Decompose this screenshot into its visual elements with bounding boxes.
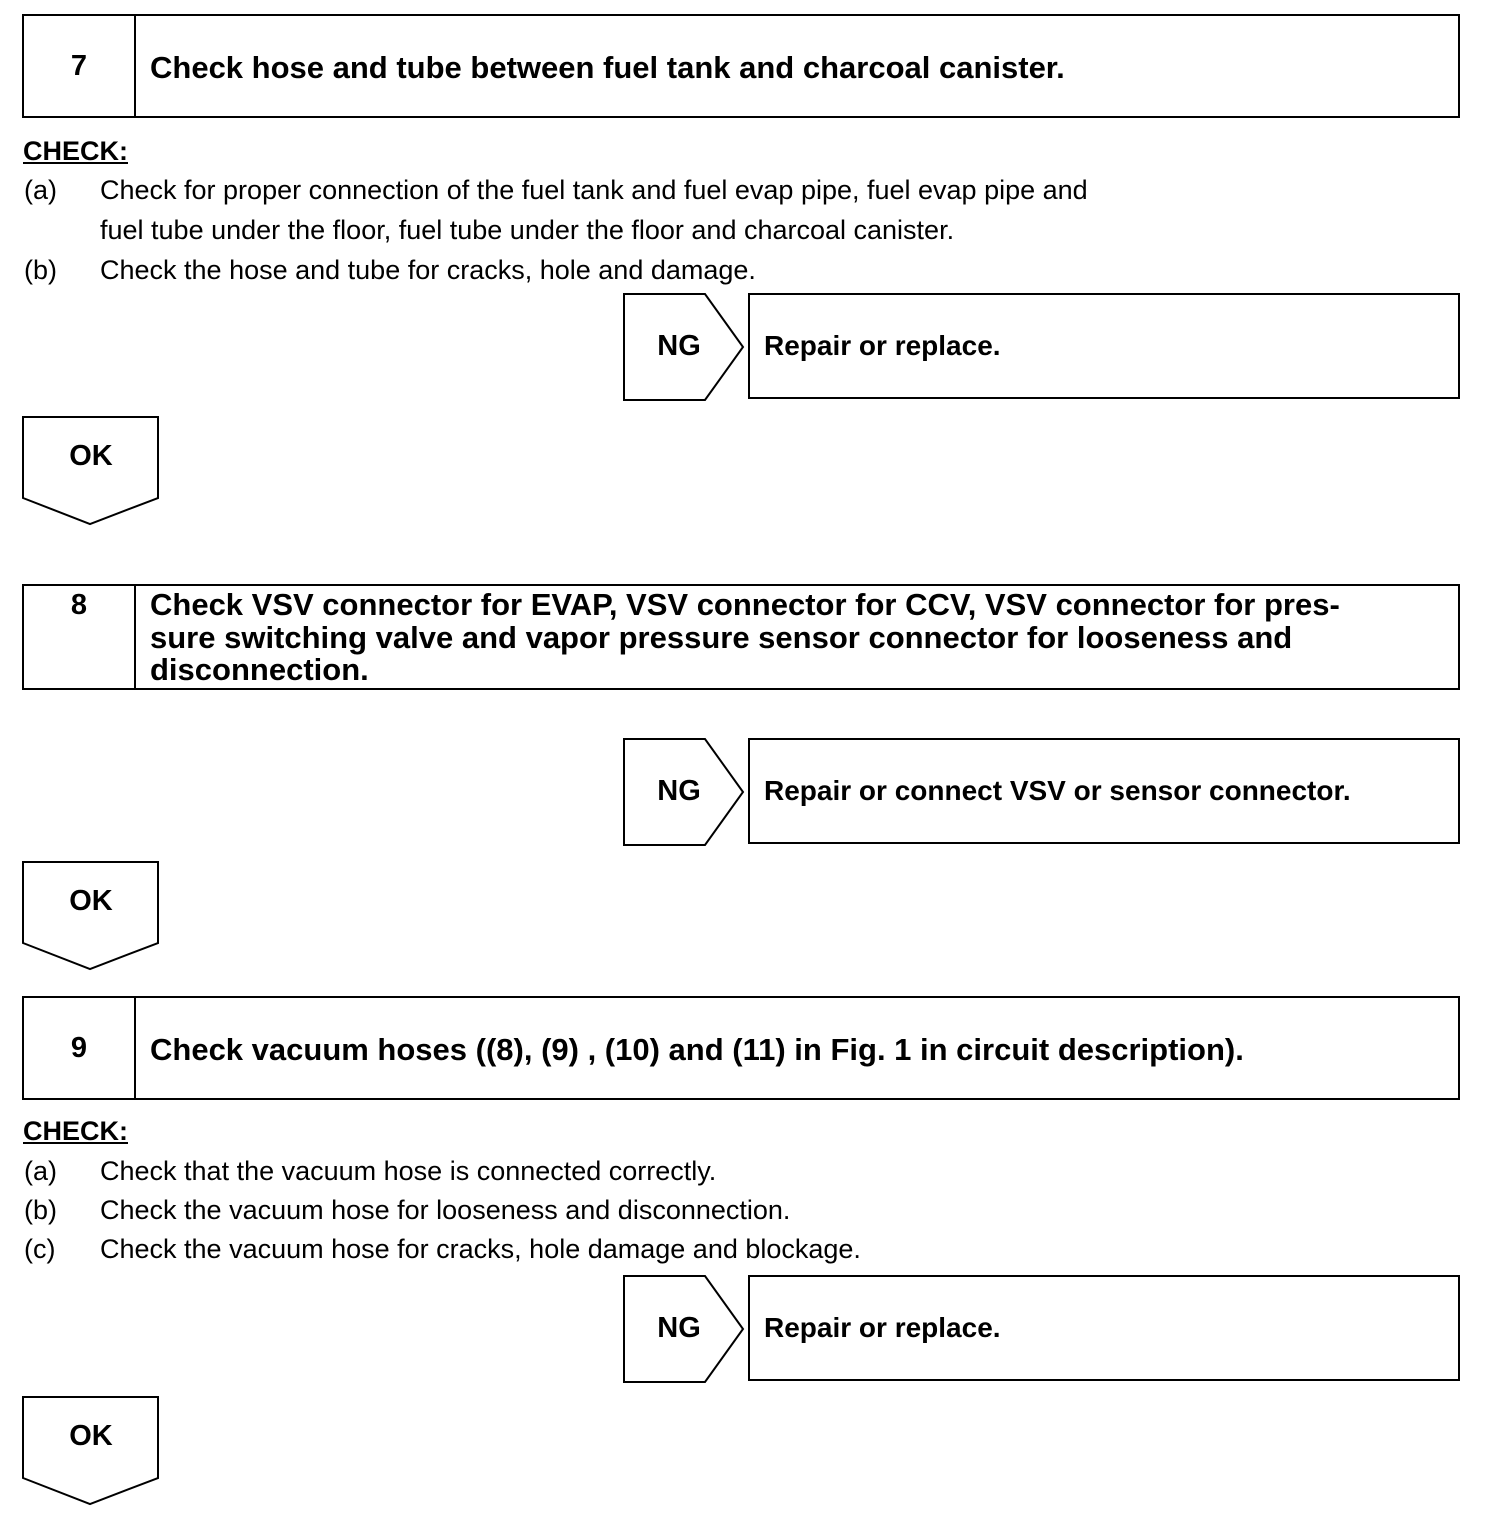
- check-item-text: Check the vacuum hose for looseness and disconnection.: [100, 1195, 791, 1225]
- step-title-line-3: disconnection.: [150, 652, 369, 687]
- ng-action-text: Repair or connect VSV or sensor connector.: [764, 775, 1351, 806]
- check-heading: CHECK:: [23, 1116, 128, 1146]
- check-item-label: (b): [24, 255, 57, 285]
- check-item-label: (b): [24, 1195, 57, 1225]
- step-7-header: [22, 14, 1460, 118]
- ng-label: NG: [657, 775, 701, 807]
- ng-action-text: Repair or replace.: [764, 330, 1001, 361]
- ok-label: OK: [69, 440, 113, 472]
- step-number: 7: [24, 16, 136, 116]
- ng-action-text: Repair or replace.: [764, 1312, 1001, 1343]
- check-item-text: Check the vacuum hose for cracks, hole damage and blockage.: [100, 1234, 861, 1264]
- check-item-label: (a): [24, 1156, 57, 1186]
- step-number: 8: [24, 586, 136, 688]
- check-item-c: [24, 1230, 1324, 1270]
- check-item-b: [24, 251, 1324, 291]
- check-item-text-line-2: fuel tube under the floor, fuel tube under the floor and charcoal canister.: [100, 215, 955, 245]
- ng-action-box: [748, 1275, 1460, 1381]
- step-title-line-2: sure switching valve and vapor pressure sensor connector for looseness and: [150, 620, 1293, 655]
- ng-action-box: [748, 738, 1460, 844]
- ok-label: OK: [69, 1420, 113, 1452]
- ng-action-box: [748, 293, 1460, 399]
- step-8-header: [22, 584, 1460, 690]
- check-item-a: [24, 1152, 1324, 1192]
- check-item-label: (a): [24, 175, 57, 205]
- step-title-line-1: Check VSV connector for EVAP, VSV connector for CCV, VSV connector for pres-: [150, 587, 1340, 622]
- check-item-a: [24, 171, 1324, 251]
- ng-label: NG: [657, 330, 701, 362]
- step-title: Check vacuum hoses ((8), (9) , (10) and (11) in Fig. 1 in circuit description).: [150, 1032, 1244, 1067]
- check-item-text: Check that the vacuum hose is connected correctly.: [100, 1156, 717, 1186]
- step-9-header: [22, 996, 1460, 1100]
- ng-label: NG: [657, 1312, 701, 1344]
- step-number: 9: [24, 998, 136, 1098]
- step-title: Check hose and tube between fuel tank and charcoal canister.: [150, 50, 1065, 85]
- check-item-b: [24, 1191, 1324, 1231]
- check-item-text: Check the hose and tube for cracks, hole and damage.: [100, 255, 756, 285]
- ok-label: OK: [69, 885, 113, 917]
- check-item-label: (c): [24, 1234, 56, 1264]
- check-heading: CHECK:: [23, 136, 128, 166]
- check-item-text-line-1: Check for proper connection of the fuel tank and fuel evap pipe, fuel evap pipe and: [100, 175, 1088, 205]
